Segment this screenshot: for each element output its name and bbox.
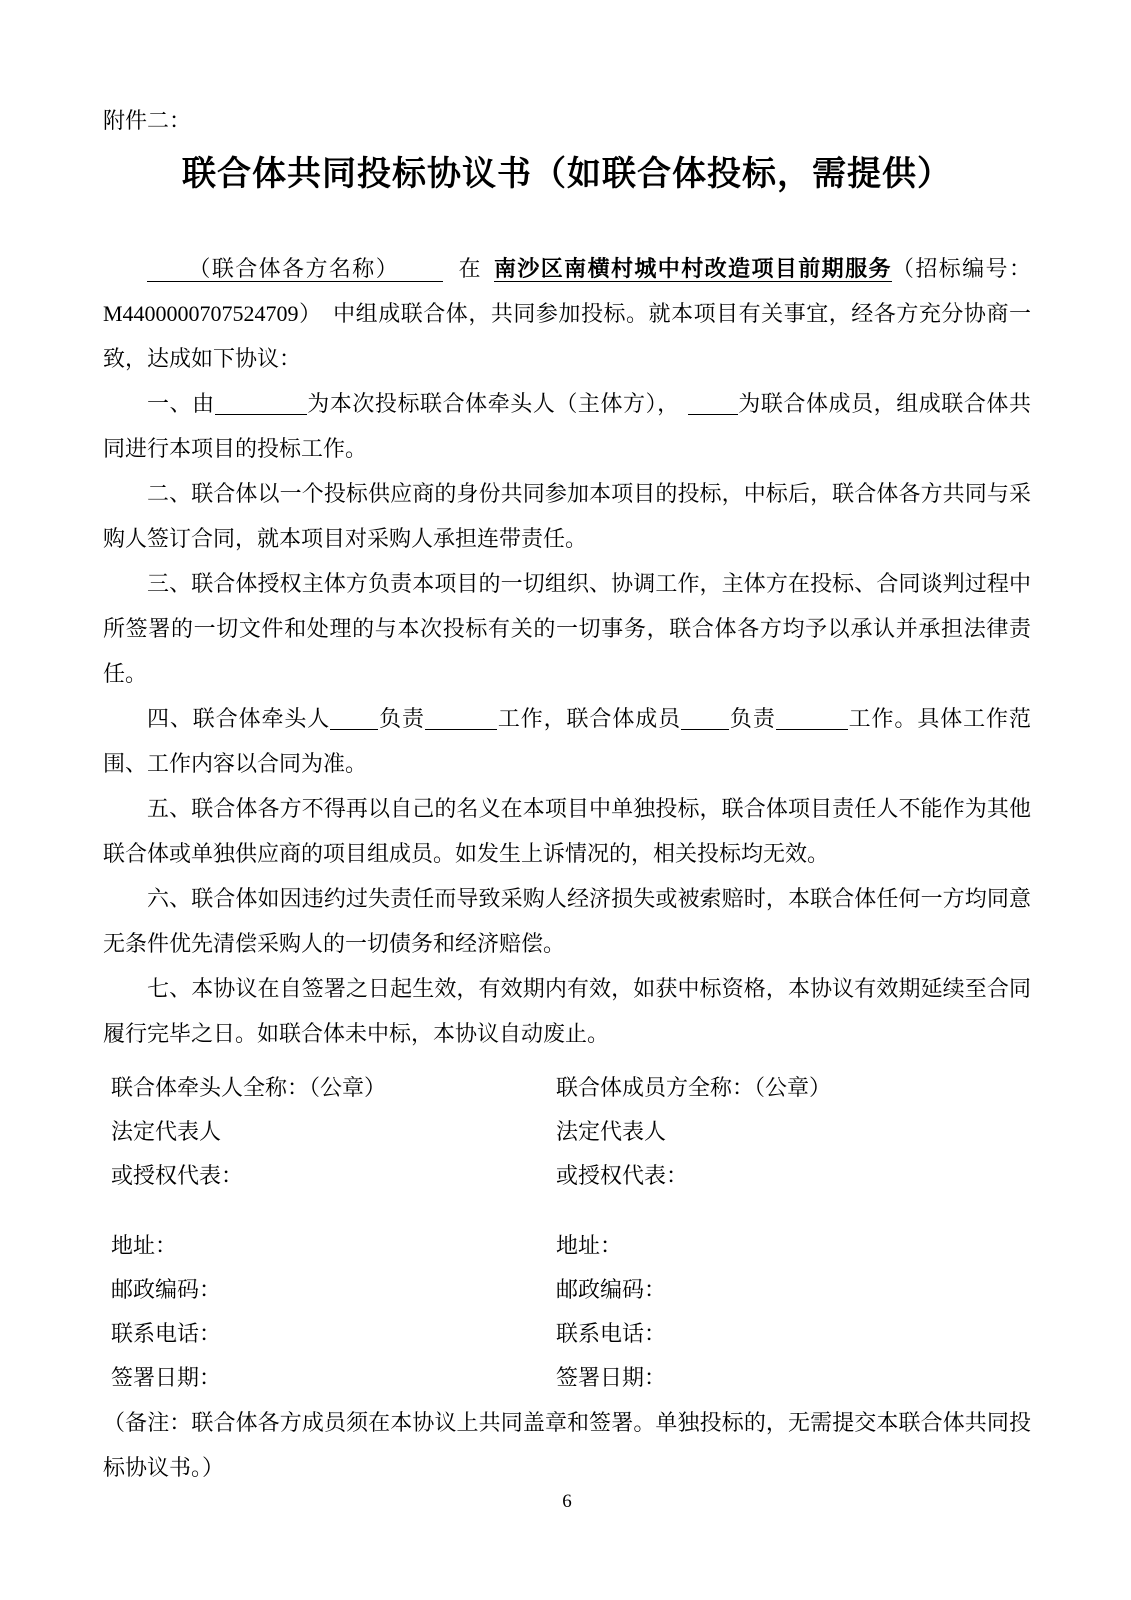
signature-column-leader <box>111 1066 556 1400</box>
leader-address-label: 地址： <box>111 1233 178 1258</box>
member-legal-rep-label: 法定代表人 <box>556 1119 667 1144</box>
leader-phone-label: 联系电话： <box>111 1321 222 1346</box>
intro-paragraph <box>103 246 1031 381</box>
clause-4-text: 四、联合体牵头人 <box>147 706 331 731</box>
project-name: 南沙区南横村城中村改造项目前期服务 <box>493 256 892 281</box>
remark-note: （备注：联合体各方成员须在本协议上共同盖章和签署。单独投标的，无需提交本联合体共同投标协议书。） <box>103 1410 1031 1480</box>
page-number: 6 <box>562 1491 572 1512</box>
clause-4-text: 工作。具体工作范围、工作内容以合同为准。 <box>103 706 1031 776</box>
signature-block <box>111 1066 1031 1400</box>
intro-connector: 在 <box>457 256 482 281</box>
blank-underline <box>399 275 443 276</box>
member-address-label: 地址： <box>556 1233 623 1258</box>
attachment-label: 附件二： <box>103 108 192 133</box>
member-postal-code-label: 邮政编码： <box>556 1277 667 1302</box>
party-names-underlined-group <box>147 256 443 282</box>
member-phone-label: 联系电话： <box>556 1321 667 1346</box>
fill-in-blank <box>776 727 848 730</box>
leader-auth-rep-label: 或授权代表： <box>111 1163 244 1188</box>
clause-1-text: 为本次投标联合体牵头人（主体方）， <box>306 391 680 416</box>
clause-7: 七、本协议在自签署之日起生效，有效期内有效，如获中标资格，本协议有效期延续至合同履行完毕之日。如联合体未中标，本协议自动废止。 <box>103 976 1031 1046</box>
member-full-name-label: 联合体成员方全称：（公章） <box>556 1075 832 1100</box>
document-title: 联合体共同投标协议书（如联合体投标，需提供） <box>182 156 952 193</box>
fill-in-blank <box>681 727 729 730</box>
member-sign-date-label: 签署日期： <box>556 1365 667 1390</box>
clause-6: 六、联合体如因违约过失责任而导致采购人经济损失或被索赔时，本联合体任何一方均同意无条件优先清偿采购人的一切债务和经济赔偿。 <box>103 886 1031 956</box>
clause-1 <box>103 381 1031 471</box>
intro-tail-text: （招标编号：M4400000707524709） 中组成联合体，共同参加投标。就本项目有关事宜，经各方充分协商一致，达成如下协议： <box>103 256 1031 371</box>
blank-underline <box>147 275 187 276</box>
document-body <box>103 246 1031 1514</box>
clause-4 <box>103 696 1031 786</box>
fill-in-blank <box>215 412 307 415</box>
clause-4-text: 工作，联合体成员 <box>496 706 682 731</box>
signature-spacer <box>111 1198 556 1224</box>
leader-legal-rep-label: 法定代表人 <box>111 1119 222 1144</box>
clause-2: 二、联合体以一个投标供应商的身份共同参加本项目的投标，中标后，联合体各方共同与采购人签订合同，就本项目对采购人承担连带责任。 <box>103 481 1031 551</box>
member-auth-rep-label: 或授权代表： <box>556 1163 689 1188</box>
signature-spacer <box>556 1198 1031 1224</box>
clause-1-text: 一、由 <box>147 391 215 416</box>
fill-in-blank <box>425 727 497 730</box>
signature-column-member <box>556 1066 1031 1400</box>
leader-sign-date-label: 签署日期： <box>111 1365 222 1390</box>
clause-5: 五、联合体各方不得再以自己的名义在本项目中单独投标，联合体项目责任人不能作为其他联合体或单独供应商的项目组成员。如发生上诉情况的，相关投标均无效。 <box>103 796 1031 866</box>
leader-postal-code-label: 邮政编码： <box>111 1277 222 1302</box>
leader-full-name-label: 联合体牵头人全称：（公章） <box>111 1075 387 1100</box>
party-names-placeholder: （联合体各方名称） <box>187 256 400 281</box>
fill-in-blank <box>330 727 378 730</box>
clause-1-text: 为联合体成员，组成联合体共同进行本项目的投标工作。 <box>103 391 1031 461</box>
fill-in-blank <box>688 412 738 415</box>
clause-3: 三、联合体授权主体方负责本项目的一切组织、协调工作，主体方在投标、合同谈判过程中所签署的一切文件和处理的与本次投标有关的一切事务，联合体各方均予以承认并承担法律责任。 <box>103 571 1031 686</box>
clause-4-text: 负责 <box>729 706 776 731</box>
clause-4-text: 负责 <box>378 706 425 731</box>
